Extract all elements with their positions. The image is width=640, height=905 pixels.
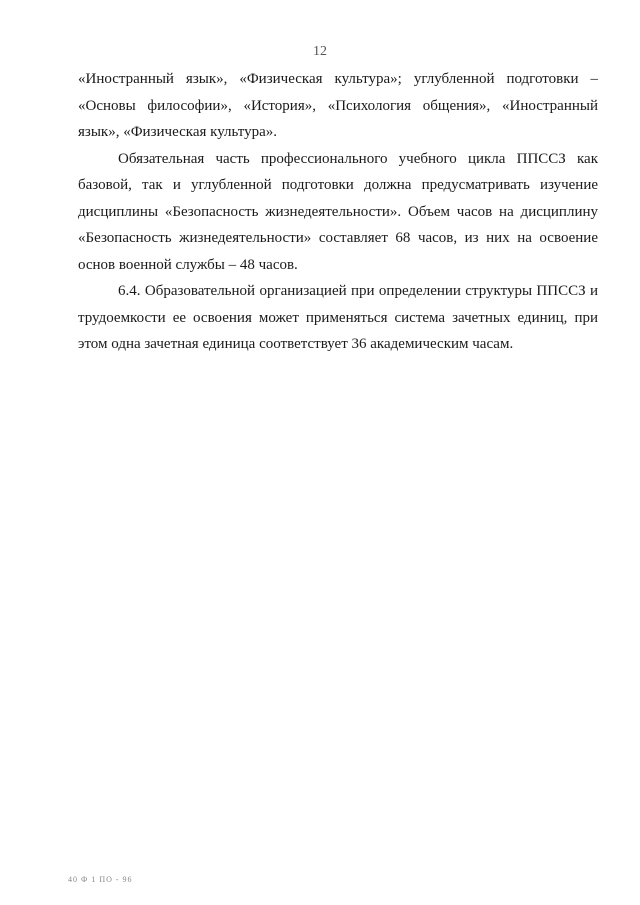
paragraph-continuation: «Иностранный язык», «Физическая культура»; углубленной подготовки – «Основы философии», «История», «Психология общения», «Иностранный язык», «Физическая культура». — [78, 71, 598, 140]
paragraph-6-4: 6.4. Образовательной организацией при определении структуры ППССЗ и трудоемкости ее освоения может применяться система зачетных единиц, при этом одна зачетная единица соответствует 36 академическим часам. — [78, 283, 598, 352]
page-number: 12 — [313, 44, 327, 59]
footer-print-mark: 40 Ф 1 ПО - 96 — [68, 875, 133, 884]
document-body — [78, 66, 598, 358]
paragraph-bzd: Обязательная часть профессионального учебного цикла ППССЗ как базовой, так и углубленной подготовки должна предусматривать изучение дисциплины «Безопасность жизнедеятельности». Объем часов на дисциплину «Безопасность жизнедеятельности» составляет 68 часов, из них на освоение основ военной службы – 48 часов. — [78, 150, 598, 273]
